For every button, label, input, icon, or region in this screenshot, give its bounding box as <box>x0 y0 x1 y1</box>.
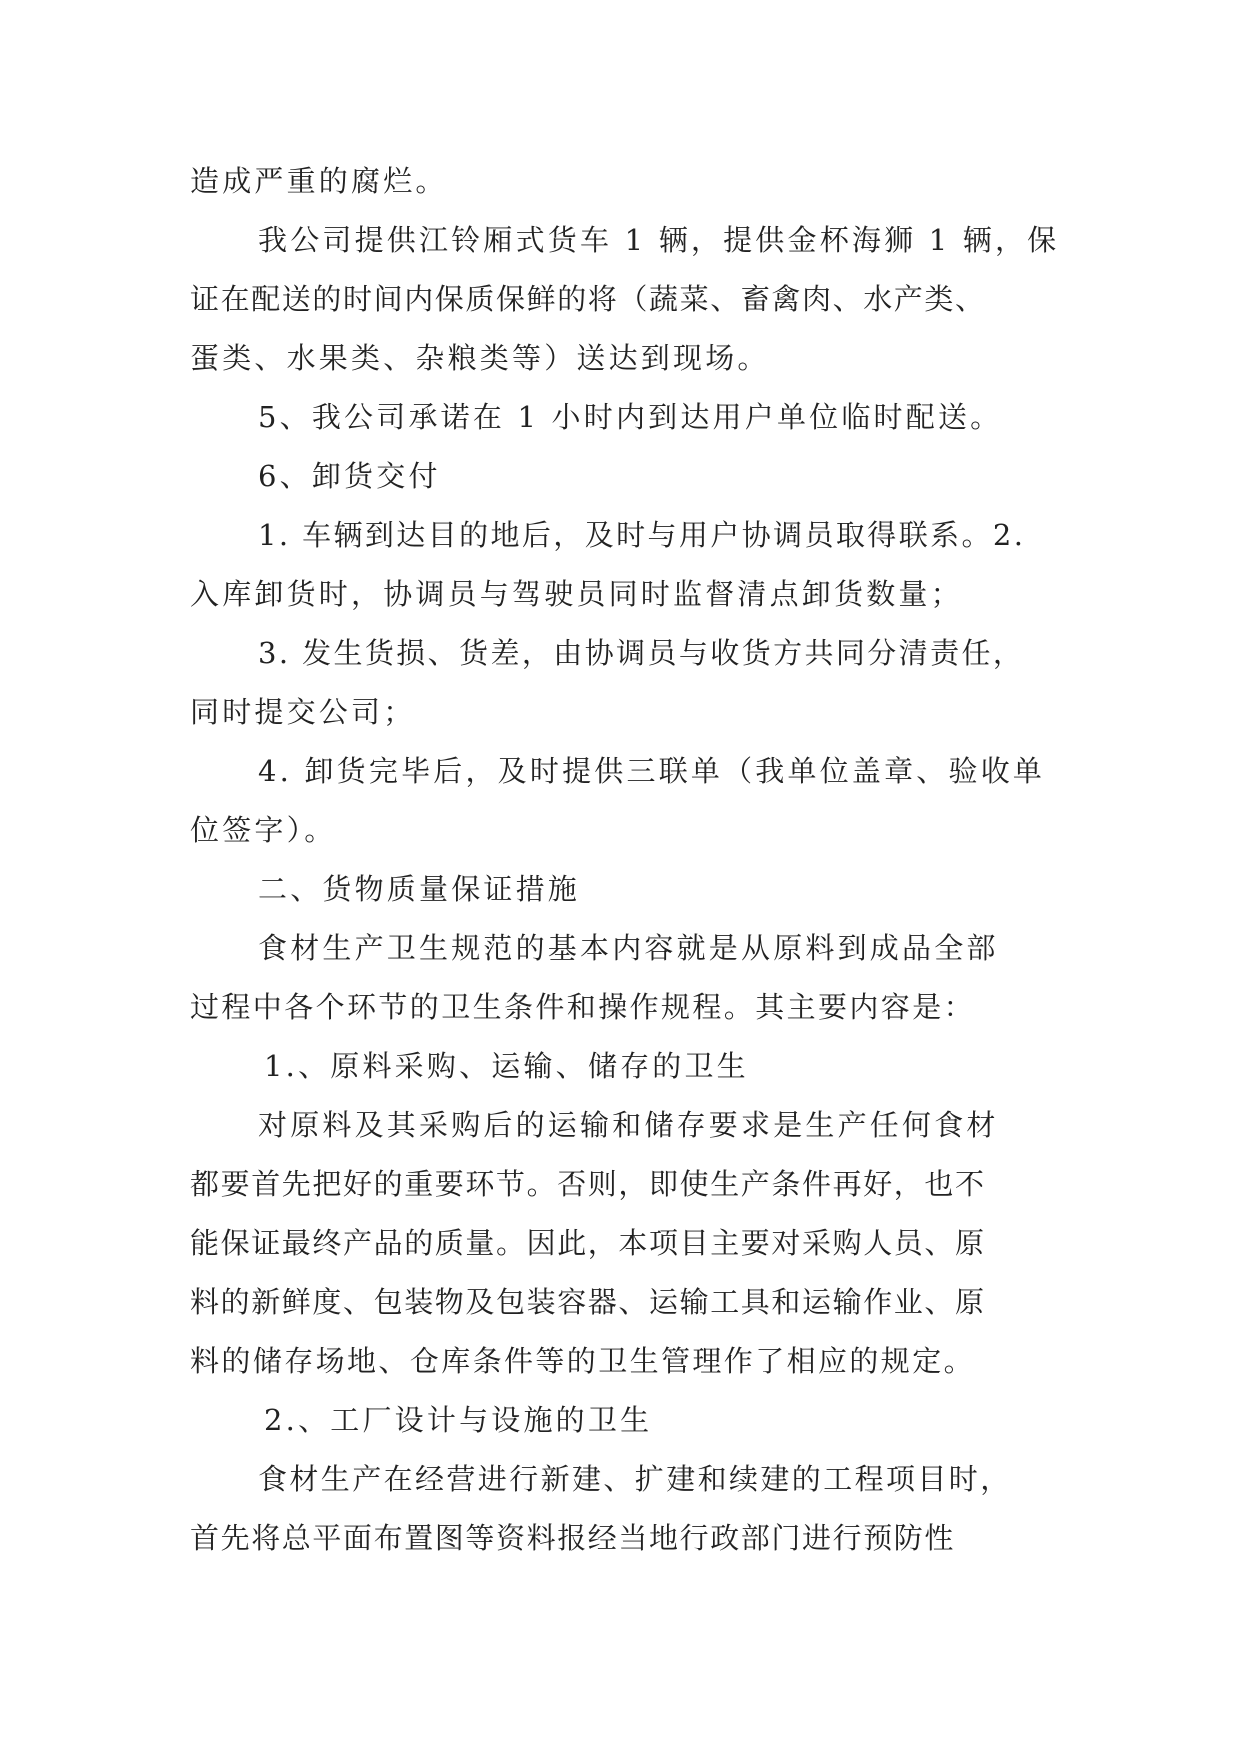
text-line: 证在配送的时间内保质保鲜的将（蔬菜、畜禽肉、水产类、 <box>190 282 986 316</box>
text-line: 位签字）。 <box>190 813 337 847</box>
subsection-heading: 1.、原料采购、运输、储存的卫生 <box>264 1049 749 1083</box>
paragraph-first-line: 对原料及其采购后的运输和储存要求是生产任何食材 <box>258 1108 999 1142</box>
text-line: 同时提交公司； <box>190 695 416 729</box>
text-line: 首先将总平面布置图等资料报经当地行政部门进行预防性 <box>190 1521 956 1555</box>
section-heading: 6、卸货交付 <box>258 459 441 493</box>
paragraph-first-line: 1. 车辆到达目的地后，及时与用户协调员取得联系。2. <box>258 518 1026 552</box>
paragraph-first-line: 我公司提供江铃厢式货车 1 辆，提供金杯海狮 1 辆，保 <box>258 223 1060 257</box>
paragraph-first-line: 食材生产卫生规范的基本内容就是从原料到成品全部 <box>258 931 999 965</box>
text-line: 料的储存场地、仓库条件等的卫生管理作了相应的规定。 <box>190 1344 976 1378</box>
document-body <box>190 152 1070 1568</box>
paragraph-first-line: 4. 卸货完毕后，及时提供三联单（我单位盖章、验收单 <box>258 754 1046 788</box>
paragraph-first-line: 3. 发生货损、货差，由协调员与收货方共同分清责任， <box>258 636 1025 670</box>
text-line: 造成严重的腐烂。 <box>190 164 448 198</box>
text-line: 料的新鲜度、包装物及包装容器、运输工具和运输作业、原 <box>190 1285 986 1319</box>
section-heading: 二、货物质量保证措施 <box>258 872 581 906</box>
text-line: 过程中各个环节的卫生条件和操作规程。其主要内容是： <box>190 990 976 1024</box>
text-line: 能保证最终产品的质量。因此，本项目主要对采购人员、原 <box>190 1226 986 1260</box>
paragraph-first-line: 5、我公司承诺在 1 小时内到达用户单位临时配送。 <box>258 400 1003 434</box>
paragraph-first-line: 食材生产在经营进行新建、扩建和续建的工程项目时， <box>258 1462 1012 1496</box>
text-line: 都要首先把好的重要环节。否则，即使生产条件再好，也不 <box>190 1167 986 1201</box>
text-line: 蛋类、水果类、杂粮类等）送达到现场。 <box>190 341 770 375</box>
subsection-heading: 2.、工厂设计与设施的卫生 <box>264 1403 653 1437</box>
text-line: 入库卸货时，协调员与驾驶员同时监督清点卸货数量； <box>190 577 963 611</box>
